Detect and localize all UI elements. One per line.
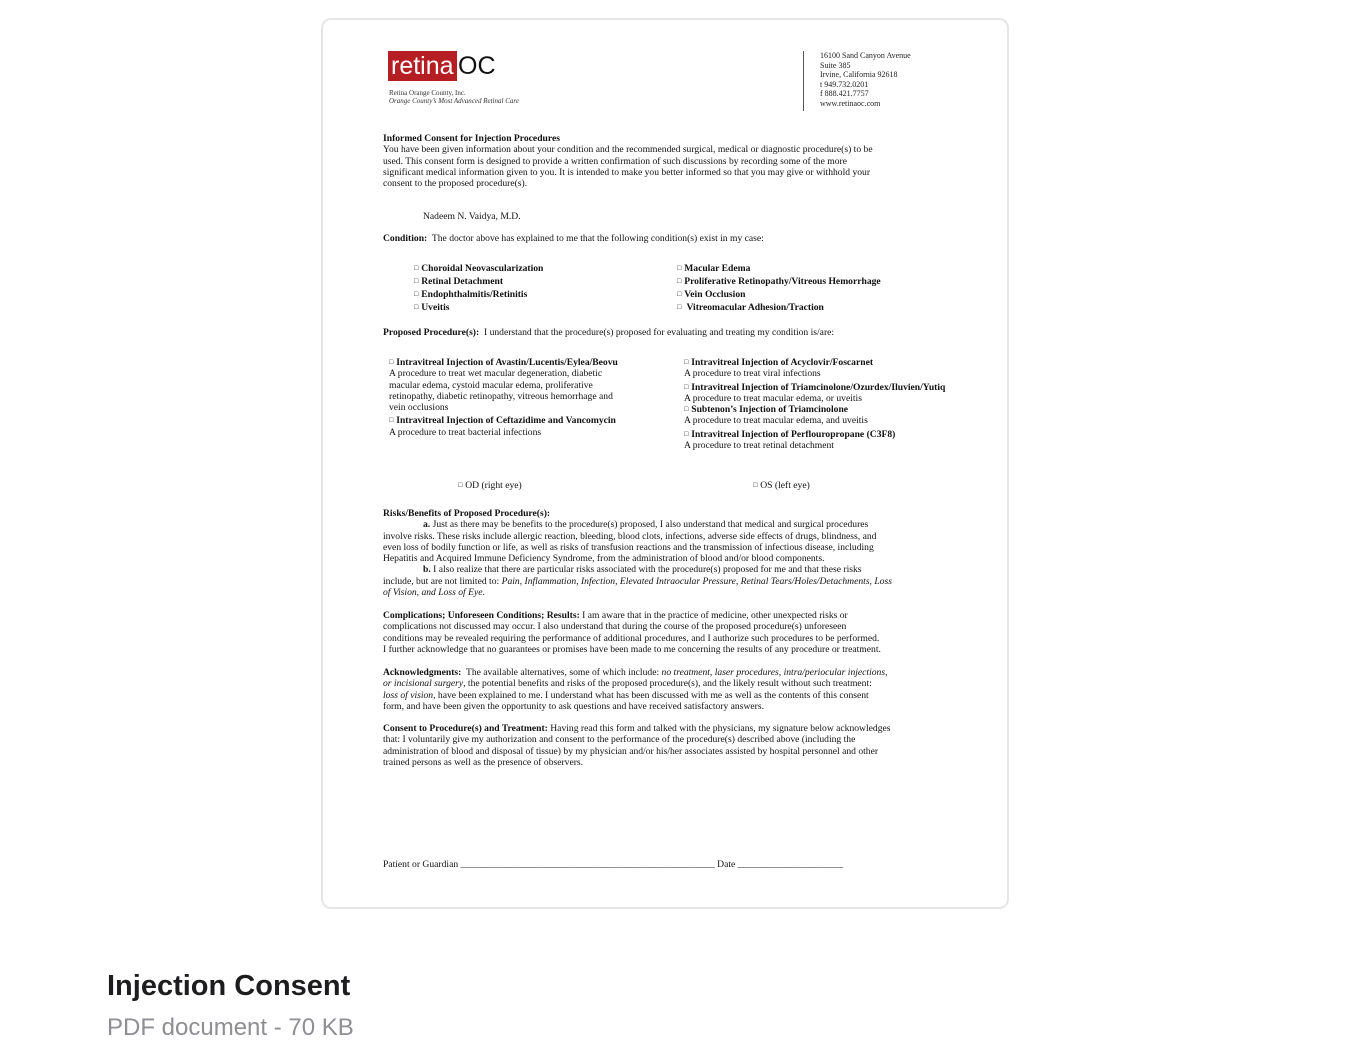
procedures-right	[684, 357, 945, 451]
condition-item[interactable]: □ Vitreomacular Adhesion/Traction	[677, 302, 824, 313]
logo-retina: retina	[388, 51, 457, 81]
procedure-option[interactable]: □ Intravitreal Injection of Acyclovir/Foscarnet	[684, 357, 874, 368]
acknowledgments-section: Acknowledgments: The available alternatives, some of which include: no treatment, laser procedures, intra/periocular injections, or incisional surgery, the potential benefits and risks of the proposed procedure(s), and the likely result without such treatment: loss of vision, have been explained to me. I understand what has been discussed with me as well as the contents of this consent form, and have been given the opportunity to ask questions and have received satisfactory answers.	[383, 667, 888, 712]
pdf-preview[interactable]	[321, 18, 1009, 909]
address-line: Suite 385	[820, 60, 851, 70]
condition-item[interactable]: □ Macular Edema	[677, 263, 751, 274]
intro-section	[383, 133, 957, 189]
file-title: Injection Consent	[107, 970, 351, 1002]
signature-line[interactable]: Patient or Guardian _____________________________________________________ Date ______________________	[383, 859, 844, 870]
procedure-option[interactable]: □ Intravitreal Injection of Triamcinolone/Ozurdex/Iluvien/Yutiq	[684, 381, 946, 393]
intro-line: You have been given information about your condition and the recommended surgical, medical or diagnostic procedure(s) to be	[383, 144, 873, 156]
address-line: t 949.732.0201	[820, 79, 869, 89]
condition-item[interactable]: □ Choroidal Neovascularization	[414, 263, 544, 274]
proposed-line	[383, 327, 957, 338]
intro-line: used. This consent form is designed to provide a written confirmation of such discussions by recording some of the more	[383, 155, 847, 167]
conditions-right	[677, 262, 881, 314]
address-divider	[803, 51, 804, 111]
procedure-desc: A procedure to treat macular edema, or uveitis	[684, 392, 862, 404]
proposed-text: I understand that the procedure(s) proposed for evaluating and treating my condition is/are:	[484, 327, 835, 338]
condition-item[interactable]: □ Uveitis	[414, 302, 450, 313]
consent-section: Consent to Procedure(s) and Treatment: Having read this form and talked with the physicians, my signature below acknowledges that: I voluntarily give my authorization and consent to the performance of the procedure(s) described above (including the administration of blood and disposal of tissue) by my physician and/or his/her associates assisted by hospital personnel and other trained persons as well as the presence of observers.	[383, 723, 891, 768]
logo-subtitle	[389, 89, 519, 105]
address-line: Irvine, California 92618	[820, 70, 898, 80]
doctor-name: Nadeem N. Vaidya, M.D.	[423, 211, 521, 222]
logo-oc: OC	[458, 52, 496, 80]
company-name: Retina Orange County, Inc.	[389, 89, 466, 97]
file-meta: PDF document - 70 KB	[107, 1014, 354, 1041]
condition-item[interactable]: □ Vein Occlusion	[677, 289, 746, 300]
condition-item[interactable]: □ Endophthalmitis/Retinitis	[414, 289, 528, 300]
address-block	[820, 51, 911, 109]
intro-line: consent to the proposed procedure(s).	[383, 178, 528, 190]
intro-line: significant medical information given to you. It is intended to make you better informed so that you may give or withhold your	[383, 166, 871, 178]
procedures-left	[389, 357, 618, 438]
procedure-desc: A procedure to treat wet macular degeneration, diabetic	[389, 368, 603, 380]
procedure-option[interactable]: □ Subtenon’s Injection of Triamcinolone	[684, 404, 849, 416]
risks-section: Risks/Benefits of Proposed Procedure(s): a. Just as there may be benefits to the procedure(s) proposed, I also understand that medical and surgical procedures involve risks. These risks include allergic reaction, bleeding, blood clots, infections, adverse side effects of drugs, blindness, and even loss of bodily function or life, as well as risks of transfusion reactions and the transmission of infectious disease, including Hepatitis and Acquired Immune Deficiency Syndrome, from the administration of blood and/or blood components. b. I also realize that there are particular risks associated with the procedure(s) proposed for me and that these risks include, but are not limited to: Pain, Inflammation, Infection, Elevated Intraocular Pressure, Retinal Tears/Holes/Detachments, Loss of Vision, and Loss of Eye.	[383, 508, 957, 598]
procedure-desc: A procedure to treat bacterial infections	[389, 426, 542, 438]
address-line: 16100 Sand Canyon Avenue	[820, 51, 911, 60]
procedure-desc: vein occlusions	[389, 402, 449, 414]
procedure-desc: A procedure to treat viral infections	[684, 368, 821, 380]
condition-text: The doctor above has explained to me that the following condition(s) exist in my case:	[431, 233, 764, 244]
procedure-option[interactable]: □ Intravitreal Injection of Avastin/Lucentis/Eylea/Beovu	[389, 357, 618, 368]
company-tagline: Orange County’s Most Advanced Retinal Care	[389, 97, 519, 105]
procedure-desc: A procedure to treat macular edema, and uveitis	[684, 415, 868, 427]
pdf-page	[323, 20, 1007, 907]
proposed-label: Proposed Procedure(s):	[383, 327, 480, 338]
doc-heading: Informed Consent for Injection Procedures	[383, 133, 560, 144]
condition-item[interactable]: □ Retinal Detachment	[414, 276, 504, 287]
procedure-desc: macular edema, cystoid macular edema, proliferative	[389, 379, 593, 391]
condition-label: Condition:	[383, 233, 428, 244]
procedure-desc: retinopathy, diabetic retinopathy, vitreous hemorrhage and	[389, 390, 613, 402]
condition-line	[383, 233, 957, 244]
risks-label: Risks/Benefits of Proposed Procedure(s):	[383, 508, 551, 519]
condition-item[interactable]: □ Proliferative Retinopathy/Vitreous Hemorrhage	[677, 276, 881, 287]
complications-section: Complications; Unforeseen Conditions; Results: I am aware that in the practice of medicine, other unexpected risks or complications not discussed may occur. I also understand that during the course of the proposed procedure(s) unforeseen conditions may be revealed requiring the performance of additional procedures, and I authorize such procedures to be performed. I further acknowledge that no guarantees or promises have been made to me concerning the results of any procedure or treatment.	[383, 610, 881, 655]
procedure-option[interactable]: □ Intravitreal Injection of Perflouropropane (C3F8)	[684, 428, 896, 440]
eye-od-option[interactable]: □ OD (right eye)	[458, 480, 522, 491]
procedure-desc: A procedure to treat retinal detachment	[684, 440, 834, 452]
eye-os-option[interactable]: □ OS (left eye)	[753, 480, 810, 491]
procedure-option[interactable]: □ Intravitreal Injection of Ceftazidime and Vancomycin	[389, 415, 616, 427]
address-line: www.retinaoc.com	[820, 98, 881, 108]
address-line: f 888.421.7757	[820, 89, 869, 99]
conditions-left	[414, 262, 543, 314]
file-info	[107, 966, 354, 1045]
